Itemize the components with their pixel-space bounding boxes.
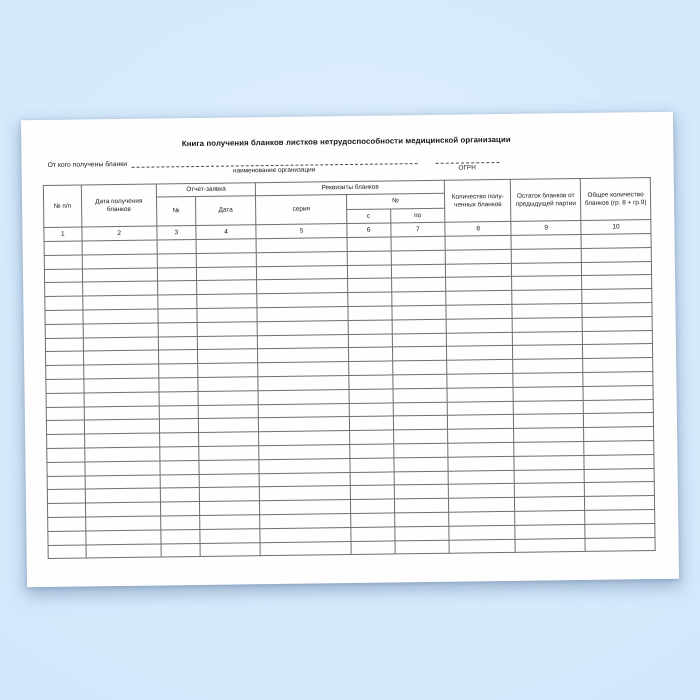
ledger-empty-cell — [45, 338, 83, 352]
ledger-empty-cell — [84, 433, 159, 448]
ledger-empty-cell — [391, 305, 446, 320]
ledger-empty-cell — [83, 323, 158, 338]
ledger-empty-cell — [514, 455, 584, 470]
ledger-empty-cell — [391, 250, 446, 265]
ledger-empty-cell — [447, 360, 513, 375]
ledger-empty-cell — [197, 308, 258, 323]
ledger-empty-cell — [160, 502, 199, 516]
ledger-empty-cell — [585, 523, 655, 538]
column-number: 4 — [196, 225, 257, 240]
ledger-empty-cell — [351, 540, 395, 554]
ledger-empty-cell — [512, 290, 582, 305]
ledger-empty-cell — [82, 295, 157, 310]
ledger-empty-cell — [83, 309, 158, 324]
ledger-empty-cell — [85, 461, 160, 476]
ledger-empty-cell — [585, 496, 655, 511]
ledger-empty-cell — [515, 538, 585, 553]
ledger-empty-cell — [196, 266, 257, 281]
ledger-empty-cell — [391, 264, 446, 279]
ledger-empty-cell — [85, 502, 160, 517]
ledger-empty-cell — [197, 294, 258, 309]
ledger-empty-cell — [196, 253, 257, 268]
ledger-empty-cell — [582, 275, 652, 290]
ledger-empty-cell — [584, 482, 654, 497]
ledger-empty-cell — [82, 254, 157, 269]
ledger-empty-cell — [199, 459, 260, 474]
ledger-empty-cell — [199, 487, 260, 502]
ledger-empty-cell — [258, 375, 349, 390]
ledger-empty-cell — [260, 500, 351, 515]
ledger-empty-cell — [259, 417, 350, 432]
header-cell-row-number: № п/п — [43, 185, 81, 227]
document-title: Книга получения бланков листков нетрудоспособности медицинской организации — [181, 134, 511, 149]
ledger-empty-cell — [159, 419, 198, 433]
ledger-empty-cell — [160, 446, 199, 460]
ledger-empty-cell — [199, 515, 260, 530]
ledger-empty-cell — [257, 251, 348, 266]
column-number: 2 — [81, 226, 156, 241]
header-cell-total-count: Общее количество бланков (гр. 8 + гр.9) — [580, 178, 650, 221]
ledger-empty-cell — [512, 276, 582, 291]
header-cell-range-to: по — [390, 208, 445, 223]
ledger-empty-cell — [46, 379, 84, 393]
ledger-empty-cell — [584, 440, 654, 455]
ledger-empty-cell — [196, 280, 257, 295]
ledger-empty-cell — [347, 251, 391, 265]
ledger-empty-cell — [260, 541, 351, 556]
ledger-empty-cell — [446, 291, 512, 306]
ledger-empty-cell — [84, 419, 159, 434]
ledger-empty-cell — [47, 448, 85, 462]
ledger-empty-cell — [257, 293, 348, 308]
form-page — [21, 112, 679, 587]
ledger-empty-cell — [446, 277, 512, 292]
ledger-empty-cell — [84, 406, 159, 421]
ledger-empty-cell — [82, 281, 157, 296]
ledger-empty-cell — [198, 404, 259, 419]
ledger-empty-cell — [583, 399, 653, 414]
ledger-empty-cell — [447, 401, 513, 416]
ledger-empty-cell — [160, 488, 199, 502]
ledger-empty-cell — [446, 318, 512, 333]
ledger-empty-cell — [348, 334, 392, 348]
ledger-empty-cell — [83, 337, 158, 352]
ledger-empty-cell — [394, 471, 449, 486]
ledger-empty-cell — [513, 386, 583, 401]
ledger-empty-cell — [160, 474, 199, 488]
ledger-empty-cell — [514, 469, 584, 484]
ledger-empty-cell — [260, 527, 351, 542]
ledger-empty-cell — [515, 483, 585, 498]
ledger-empty-cell — [157, 281, 196, 295]
ledger-empty-cell — [160, 460, 199, 474]
column-number: 1 — [44, 227, 82, 241]
ledger-empty-cell — [158, 336, 197, 350]
ledger-empty-cell — [583, 372, 653, 387]
ledger-empty-cell — [48, 545, 86, 559]
ledger-empty-cell — [259, 444, 350, 459]
ledger-empty-cell — [447, 346, 513, 361]
ledger-empty-cell — [257, 279, 348, 294]
ledger-empty-cell — [259, 403, 350, 418]
ledger-empty-cell — [515, 510, 585, 525]
ledger-empty-cell — [47, 462, 85, 476]
ledger-empty-cell — [46, 407, 84, 421]
ledger-empty-cell — [447, 387, 513, 402]
ledger-empty-cell — [198, 390, 259, 405]
ledger-empty-cell — [583, 344, 653, 359]
ledger-empty-cell — [157, 240, 196, 254]
ledger-empty-cell — [197, 363, 258, 378]
ledger-empty-cell — [158, 322, 197, 336]
ledger-empty-cell — [196, 239, 257, 254]
ledger-empty-cell — [582, 316, 652, 331]
ledger-empty-cell — [46, 420, 84, 434]
column-number: 5 — [256, 224, 347, 239]
ledger-empty-cell — [200, 542, 261, 557]
ledger-empty-cell — [394, 498, 449, 513]
ledger-empty-cell — [161, 529, 200, 543]
ledger-empty-cell — [46, 365, 84, 379]
ledger-empty-cell — [392, 347, 447, 362]
ledger-empty-cell — [511, 234, 581, 249]
ledger-empty-cell — [159, 433, 198, 447]
ledger-empty-cell — [48, 531, 86, 545]
organization-name-caption: наименование организации — [232, 166, 316, 175]
ledger-empty-cell — [161, 515, 200, 529]
column-number: 9 — [511, 220, 581, 235]
ledger-empty-cell — [161, 543, 200, 557]
ledger-empty-cell — [258, 320, 349, 335]
ledger-empty-cell — [200, 528, 261, 543]
ledger-empty-cell — [86, 544, 161, 559]
header-cell-report-number: № — [156, 197, 195, 227]
ledger-empty-cell — [47, 434, 85, 448]
ledger-empty-cell — [392, 333, 447, 348]
ledger-empty-cell — [448, 470, 514, 485]
ledger-empty-cell — [198, 418, 259, 433]
ledger-empty-cell — [584, 468, 654, 483]
ledger-empty-cell — [515, 497, 585, 512]
ledger-empty-cell — [515, 524, 585, 539]
ledger-empty-cell — [393, 457, 448, 472]
ledger-empty-cell — [44, 269, 82, 283]
ledger-empty-cell — [348, 292, 392, 306]
ledger-empty-cell — [449, 511, 515, 526]
from-whom-label: От кого получены бланки — [47, 160, 128, 169]
ledger-empty-cell — [349, 403, 393, 417]
ledger-empty-cell — [260, 472, 351, 487]
ledger-empty-cell — [585, 509, 655, 524]
ledger-empty-cell — [349, 416, 393, 430]
ledger-empty-cell — [446, 263, 512, 278]
ledger-empty-cell — [448, 442, 514, 457]
ledger-empty-cell — [391, 236, 446, 251]
header-cell-received-count: Количество полу- ченных бланков — [444, 179, 511, 222]
ledger-empty-cell — [259, 431, 350, 446]
header-cell-series: серия — [256, 195, 347, 225]
ledger-empty-cell — [199, 473, 260, 488]
table-body — [44, 234, 655, 559]
ledger-empty-cell — [446, 304, 512, 319]
ledger-empty-cell — [350, 444, 394, 458]
ledger-empty-cell — [512, 248, 582, 263]
ledger-empty-cell — [82, 268, 157, 283]
ledger-empty-cell — [83, 350, 158, 365]
ledger-empty-cell — [347, 265, 391, 279]
ledger-empty-cell — [157, 253, 196, 267]
ledger-empty-cell — [512, 303, 582, 318]
ogrn-blank-line — [435, 154, 499, 172]
receipt-ledger-table — [43, 177, 656, 559]
ledger-empty-cell — [350, 458, 394, 472]
ledger-empty-cell — [349, 389, 393, 403]
ledger-empty-cell — [258, 334, 349, 349]
ogrn-caption: ОГРН — [458, 164, 476, 172]
ledger-empty-cell — [351, 513, 395, 527]
ledger-empty-cell — [258, 348, 349, 363]
ledger-empty-cell — [448, 456, 514, 471]
ledger-empty-cell — [198, 432, 259, 447]
ledger-empty-cell — [392, 360, 447, 375]
ledger-empty-cell — [198, 446, 259, 461]
ledger-empty-cell — [582, 303, 652, 318]
header-cell-number-group: № — [346, 193, 445, 209]
ledger-empty-cell — [348, 347, 392, 361]
ledger-empty-cell — [585, 537, 655, 552]
ledger-empty-cell — [392, 319, 447, 334]
ledger-empty-cell — [85, 530, 160, 545]
from-whom-row — [47, 151, 650, 175]
ledger-empty-cell — [45, 282, 83, 296]
ledger-empty-cell — [159, 364, 198, 378]
ledger-empty-cell — [257, 265, 348, 280]
ledger-empty-cell — [45, 296, 83, 310]
ledger-empty-cell — [260, 486, 351, 501]
ledger-empty-cell — [513, 345, 583, 360]
ledger-empty-cell — [445, 235, 511, 250]
ledger-empty-cell — [159, 377, 198, 391]
ledger-empty-cell — [349, 430, 393, 444]
ledger-empty-cell — [347, 237, 391, 251]
ledger-empty-cell — [47, 503, 85, 517]
column-number: 8 — [445, 221, 511, 236]
ledger-empty-cell — [449, 525, 515, 540]
ledger-empty-cell — [393, 429, 448, 444]
ledger-empty-cell — [349, 375, 393, 389]
ledger-empty-cell — [83, 378, 158, 393]
header-cell-report-date: Дата — [195, 196, 256, 226]
ledger-empty-cell — [260, 513, 351, 528]
ledger-empty-cell — [45, 310, 83, 324]
ledger-empty-cell — [582, 261, 652, 276]
ledger-empty-cell — [44, 241, 82, 255]
ledger-empty-cell — [393, 443, 448, 458]
ledger-empty-cell — [158, 350, 197, 364]
ledger-empty-cell — [513, 331, 583, 346]
ledger-empty-cell — [256, 238, 347, 253]
ledger-empty-cell — [199, 501, 260, 516]
ledger-empty-cell — [85, 516, 160, 531]
column-number: 3 — [157, 226, 196, 241]
ledger-empty-cell — [514, 414, 584, 429]
ledger-empty-cell — [350, 499, 394, 513]
header-cell-form-requisites-group: Реквизиты бланков — [256, 180, 445, 195]
ledger-empty-cell — [45, 324, 83, 338]
ledger-empty-cell — [393, 388, 448, 403]
ledger-empty-cell — [44, 255, 82, 269]
ledger-empty-cell — [158, 295, 197, 309]
ledger-empty-cell — [582, 289, 652, 304]
ledger-empty-cell — [514, 400, 584, 415]
ledger-empty-cell — [394, 512, 449, 527]
ledger-empty-cell — [581, 234, 651, 249]
ledger-empty-cell — [447, 373, 513, 388]
ledger-empty-cell — [581, 247, 651, 262]
ledger-empty-cell — [514, 441, 584, 456]
ledger-empty-cell — [395, 540, 450, 555]
ledger-empty-cell — [394, 526, 449, 541]
ledger-empty-cell — [582, 330, 652, 345]
ledger-empty-cell — [84, 447, 159, 462]
ledger-empty-cell — [347, 278, 391, 292]
ledger-empty-cell — [391, 291, 446, 306]
ledger-empty-cell — [351, 527, 395, 541]
ledger-empty-cell — [583, 385, 653, 400]
ledger-empty-cell — [85, 475, 160, 490]
ledger-empty-cell — [348, 306, 392, 320]
ledger-empty-cell — [85, 488, 160, 503]
ledger-empty-cell — [584, 454, 654, 469]
ledger-empty-cell — [197, 349, 258, 364]
ledger-empty-cell — [514, 428, 584, 443]
ledger-empty-cell — [46, 351, 84, 365]
column-number: 10 — [581, 220, 651, 235]
ledger-empty-cell — [83, 364, 158, 379]
ledger-empty-cell — [197, 335, 258, 350]
ledger-empty-cell — [258, 362, 349, 377]
header-cell-previous-remainder: Остаток бланков от предыдущей партии — [511, 178, 581, 221]
ledger-empty-cell — [159, 405, 198, 419]
ledger-empty-cell — [513, 372, 583, 387]
ledger-empty-cell — [84, 392, 159, 407]
ledger-empty-cell — [259, 458, 350, 473]
ledger-empty-cell — [391, 278, 446, 293]
ledger-empty-cell — [48, 517, 86, 531]
ledger-empty-cell — [449, 539, 515, 554]
ledger-empty-cell — [512, 262, 582, 277]
ledger-empty-cell — [393, 416, 448, 431]
ledger-empty-cell — [512, 317, 582, 332]
ledger-empty-cell — [584, 427, 654, 442]
column-number: 7 — [390, 222, 445, 237]
ledger-empty-cell — [257, 307, 348, 322]
ledger-empty-cell — [47, 476, 85, 490]
header-cell-report-request-group: Отчет-заявка — [156, 183, 256, 197]
ledger-empty-cell — [157, 267, 196, 281]
ledger-empty-cell — [159, 391, 198, 405]
header-cell-range-from: с — [347, 209, 391, 224]
ledger-empty-cell — [393, 402, 448, 417]
ledger-empty-cell — [349, 361, 393, 375]
ledger-empty-cell — [449, 497, 515, 512]
ledger-empty-cell — [158, 308, 197, 322]
header-cell-receive-date: Дата получения бланков — [81, 184, 157, 227]
ledger-empty-cell — [47, 489, 85, 503]
ledger-empty-cell — [350, 485, 394, 499]
ledger-empty-cell — [348, 320, 392, 334]
ledger-empty-cell — [198, 377, 259, 392]
ledger-empty-cell — [394, 485, 449, 500]
table-header — [43, 178, 651, 242]
ledger-empty-cell — [258, 389, 349, 404]
ledger-empty-cell — [46, 393, 84, 407]
ledger-empty-cell — [448, 429, 514, 444]
ledger-empty-cell — [583, 358, 653, 373]
ledger-empty-cell — [446, 332, 512, 347]
ledger-empty-cell — [197, 321, 258, 336]
ledger-empty-cell — [445, 249, 511, 264]
ledger-empty-cell — [513, 359, 583, 374]
column-number: 6 — [347, 223, 391, 238]
ledger-empty-cell — [448, 415, 514, 430]
ledger-empty-cell — [82, 240, 157, 255]
ledger-empty-cell — [392, 374, 447, 389]
organization-name-blank-line — [131, 155, 417, 175]
ledger-empty-cell — [350, 471, 394, 485]
ledger-empty-cell — [448, 484, 514, 499]
ledger-empty-cell — [584, 413, 654, 428]
